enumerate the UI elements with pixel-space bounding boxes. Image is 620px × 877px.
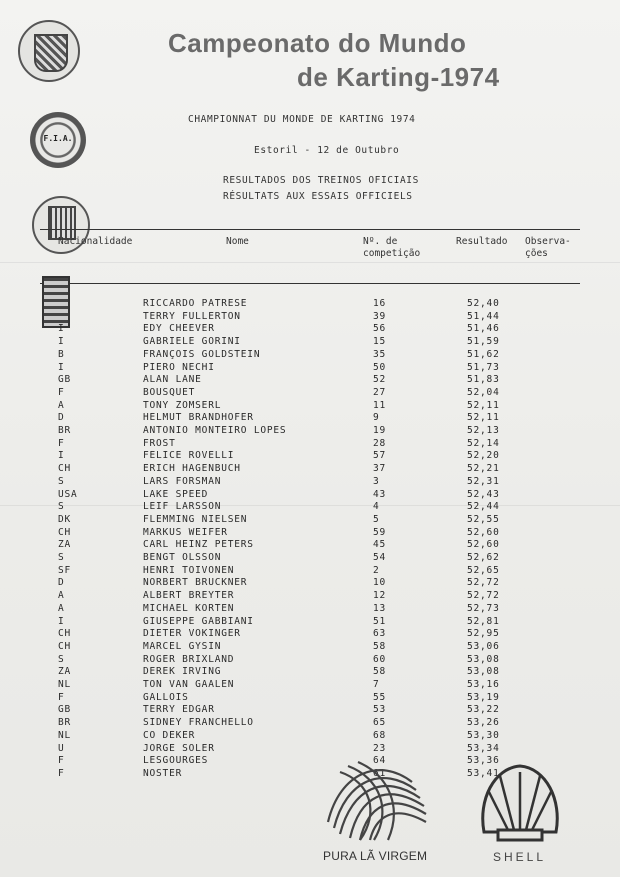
cell-number: 58 <box>373 640 387 652</box>
cell-nationality: A <box>58 590 65 602</box>
cell-nationality: DK <box>58 513 72 525</box>
cell-result: 52,14 <box>467 437 500 449</box>
cell-result: 51,83 <box>467 374 500 386</box>
cell-result: 52,81 <box>467 615 500 627</box>
col-number-l2: competição <box>363 248 421 259</box>
title-line-2: de Karting-1974 <box>297 62 500 92</box>
table-row <box>0 463 620 476</box>
cell-nationality: CH <box>58 640 72 652</box>
cell-number: 64 <box>373 755 387 767</box>
cell-result: 53,30 <box>467 729 500 741</box>
cell-nationality: GB <box>58 704 72 716</box>
cell-name: JORGE SOLER <box>143 742 215 754</box>
cell-name: FLEMMING NIELSEN <box>143 513 248 525</box>
cell-name: ERICH HAGENBUCH <box>143 463 241 475</box>
cell-nationality: I <box>58 450 65 462</box>
table-row <box>0 450 620 463</box>
cell-nationality: S <box>58 653 65 665</box>
cell-nationality: NL <box>58 729 72 741</box>
table-row <box>0 362 620 375</box>
cell-name: CARL HEINZ PETERS <box>143 539 254 551</box>
cell-name: TERRY EDGAR <box>143 704 215 716</box>
cell-name: TERRY FULLERTON <box>143 310 241 322</box>
cell-result: 52,40 <box>467 298 500 309</box>
cell-nationality: CH <box>58 628 72 640</box>
cell-nationality: CH <box>58 526 72 538</box>
cell-nationality: A <box>58 399 65 411</box>
cell-result: 52,43 <box>467 488 500 500</box>
cell-nationality: D <box>58 412 65 424</box>
cell-number: 12 <box>373 590 387 602</box>
cell-result: 52,65 <box>467 564 500 576</box>
table-row <box>0 565 620 578</box>
table-row <box>0 412 620 425</box>
table-row <box>0 438 620 451</box>
cell-nationality: I <box>58 615 65 627</box>
cell-name: LAKE SPEED <box>143 488 209 500</box>
cell-number: 35 <box>373 348 387 360</box>
cell-nationality: F <box>58 691 65 703</box>
table-row <box>0 336 620 349</box>
cell-result: 51,59 <box>467 336 500 348</box>
cell-name: GIUSEPPE GABBIANI <box>143 615 254 627</box>
cell-nationality: ZA <box>58 666 72 678</box>
title-line-1: Campeonato do Mundo <box>168 28 467 58</box>
cell-result: 52,31 <box>467 475 500 487</box>
cell-name: ROGER BRIXLAND <box>143 653 235 665</box>
table-row <box>0 539 620 552</box>
cell-result: 52,72 <box>467 577 500 589</box>
cell-number: 28 <box>373 437 387 449</box>
cell-nationality: CH <box>58 463 72 475</box>
cell-number: 51 <box>373 615 387 627</box>
table-row <box>0 717 620 730</box>
cell-name: ALBERT BREYTER <box>143 590 235 602</box>
cell-name: LARS FORSMAN <box>143 475 222 487</box>
cell-result: 52,62 <box>467 552 500 563</box>
table-top-rule <box>40 229 580 230</box>
cell-nationality: USA <box>58 488 78 500</box>
col-number-l1: Nº. de <box>363 236 398 247</box>
cell-result: 52,20 <box>467 450 500 462</box>
cell-number: 10 <box>373 577 387 589</box>
cell-result: 51,44 <box>467 310 500 322</box>
table-row <box>0 501 620 514</box>
cell-result: 53,08 <box>467 666 500 678</box>
document-title-pt: RESULTADOS DOS TREINOS OFICIAIS <box>223 175 419 186</box>
woolmark-logo-icon <box>320 752 432 844</box>
cell-number: 59 <box>373 526 387 538</box>
cell-number: 58 <box>373 666 387 678</box>
cell-number: 39 <box>373 310 387 322</box>
cell-nationality: I <box>58 361 65 373</box>
cell-nationality: S <box>58 501 65 513</box>
cell-result: 52,72 <box>467 590 500 602</box>
cell-name: TON VAN GAALEN <box>143 679 235 690</box>
shell-caption: SHELL <box>493 850 547 864</box>
table-row <box>0 514 620 527</box>
cell-result: 51,73 <box>467 361 500 373</box>
col-number <box>363 236 420 260</box>
cell-result: 51,62 <box>467 348 500 360</box>
table-row <box>0 374 620 387</box>
cell-name: CO DEKER <box>143 729 196 741</box>
cell-result: 52,55 <box>467 513 500 525</box>
col-obs-l2: ções <box>525 248 548 259</box>
cell-nationality: U <box>58 742 65 754</box>
cell-nationality: BR <box>58 717 72 729</box>
table-row <box>0 590 620 603</box>
cell-name: ALAN LANE <box>143 374 202 386</box>
table-row <box>0 577 620 590</box>
cell-result: 53,19 <box>467 691 500 703</box>
woolmark-caption: PURA LÃ VIRGEM <box>323 849 428 863</box>
cell-result: 53,36 <box>467 755 500 767</box>
cell-number: 60 <box>373 653 387 665</box>
cell-nationality: GB <box>58 374 72 386</box>
cell-name: FROST <box>143 437 176 449</box>
cell-nationality: F <box>58 437 65 449</box>
table-row <box>0 743 620 756</box>
cell-name: HELMUT BRANDHOFER <box>143 412 254 424</box>
cell-number: 13 <box>373 602 387 614</box>
document-title-fr: RÉSULTATS AUX ESSAIS OFFICIELS <box>223 191 413 202</box>
cell-number: 15 <box>373 336 387 348</box>
cell-result: 53,08 <box>467 653 500 665</box>
cell-name: ANTONIO MONTEIRO LOPES <box>143 425 287 436</box>
cell-nationality: SF <box>58 564 72 576</box>
cell-result: 52,04 <box>467 386 500 398</box>
subtitle-french: CHAMPIONNAT DU MONDE DE KARTING 1974 <box>188 114 416 125</box>
cell-result: 53,34 <box>467 742 500 754</box>
cell-name: BOUSQUET <box>143 386 196 398</box>
cell-result: 53,22 <box>467 704 500 716</box>
cell-number: 52 <box>373 374 387 386</box>
col-nationality: Nacionalidade <box>58 236 133 247</box>
col-result: Resultado <box>456 236 508 247</box>
cell-nationality: B <box>58 348 65 360</box>
cell-result: 52,44 <box>467 501 500 513</box>
cell-name: DIETER VOKINGER <box>143 628 241 640</box>
cell-result: 52,21 <box>467 463 500 475</box>
col-observations <box>525 236 571 260</box>
cell-nationality: F <box>58 386 65 398</box>
table-row <box>0 654 620 667</box>
cell-nationality: I <box>58 323 65 335</box>
cell-name: GALLOIS <box>143 691 189 703</box>
cell-number: 45 <box>373 539 387 551</box>
cell-number: 5 <box>373 513 380 525</box>
table-row <box>0 323 620 336</box>
table-row <box>0 552 620 565</box>
table-row <box>0 704 620 717</box>
col-obs-l1: Observa- <box>525 236 571 247</box>
cell-name: HENRI TOIVONEN <box>143 564 235 576</box>
cell-nationality: ZA <box>58 539 72 551</box>
cell-result: 51,46 <box>467 323 500 335</box>
table-row <box>0 298 620 311</box>
cell-result: 52,73 <box>467 602 500 614</box>
table-row <box>0 666 620 679</box>
table-row <box>0 387 620 400</box>
cell-number: 11 <box>373 399 387 411</box>
cell-result: 52,60 <box>467 526 500 538</box>
cell-name: NOSTER <box>143 767 183 779</box>
col-name: Nome <box>226 236 249 247</box>
cell-nationality: A <box>58 602 65 614</box>
table-row <box>0 641 620 654</box>
cell-number: 68 <box>373 729 387 741</box>
table-row <box>0 527 620 540</box>
cell-number: 4 <box>373 501 380 513</box>
place-date: Estoril - 12 de Outubro <box>254 145 400 156</box>
cell-nationality: D <box>58 577 65 589</box>
paper-fold <box>0 262 620 263</box>
cell-name: DEREK IRVING <box>143 666 222 678</box>
cell-name: RICCARDO PATRESE <box>143 298 248 309</box>
cell-name: MARKUS WEIFER <box>143 526 228 538</box>
cell-number: 53 <box>373 704 387 716</box>
cell-number: 56 <box>373 323 387 335</box>
cell-nationality: I <box>58 336 65 348</box>
cell-name: BENGT OLSSON <box>143 552 222 563</box>
table-row <box>0 692 620 705</box>
cell-name: GABRIELE GORINI <box>143 336 241 348</box>
fia-seal-icon <box>30 112 86 168</box>
cell-number: 3 <box>373 475 380 487</box>
cell-number: 23 <box>373 742 387 754</box>
cell-nationality: S <box>58 552 65 563</box>
cell-number: 63 <box>373 628 387 640</box>
cell-nationality: NL <box>58 679 72 690</box>
fia-seal-text: F.I.A. <box>43 134 73 143</box>
table-header-rule <box>40 283 580 284</box>
cell-name: PIERO NECHI <box>143 361 215 373</box>
cell-nationality: BR <box>58 425 72 436</box>
club-seal-icon <box>18 20 80 82</box>
cell-nationality: F <box>58 767 65 779</box>
table-row <box>0 476 620 489</box>
cell-number: 61 <box>373 767 387 779</box>
cell-number: 27 <box>373 386 387 398</box>
cell-number: 2 <box>373 564 380 576</box>
cell-name: EDY CHEEVER <box>143 323 215 335</box>
cell-result: 53,26 <box>467 717 500 729</box>
cell-number: 57 <box>373 450 387 462</box>
table-row <box>0 616 620 629</box>
cell-result: 52,13 <box>467 425 500 436</box>
cell-result: 52,95 <box>467 628 500 640</box>
table-row <box>0 425 620 438</box>
table-row <box>0 730 620 743</box>
cell-nationality: F <box>58 755 65 767</box>
cell-number: 16 <box>373 298 387 309</box>
cell-name: LEIF LARSSON <box>143 501 222 513</box>
cell-nationality: S <box>58 475 65 487</box>
cell-name: MICHAEL KORTEN <box>143 602 235 614</box>
cell-name: NORBERT BRUCKNER <box>143 577 248 589</box>
cell-name: FELICE ROVELLI <box>143 450 235 462</box>
cell-number: 55 <box>373 691 387 703</box>
cell-name: LESGOURGES <box>143 755 209 767</box>
cell-result: 53,16 <box>467 679 500 690</box>
cell-result: 52,60 <box>467 539 500 551</box>
cell-number: 9 <box>373 412 380 424</box>
table-row <box>0 349 620 362</box>
table-row <box>0 628 620 641</box>
cell-number: 43 <box>373 488 387 500</box>
cell-name: FRANÇOIS GOLDSTEIN <box>143 348 261 360</box>
cell-number: 65 <box>373 717 387 729</box>
cell-number: 7 <box>373 679 380 690</box>
cell-name: MARCEL GYSIN <box>143 640 222 652</box>
cell-name: TONY ZOMSERL <box>143 399 222 411</box>
shell-logo-icon <box>474 760 566 844</box>
table-row <box>0 311 620 324</box>
cell-number: 37 <box>373 463 387 475</box>
cell-name: SIDNEY FRANCHELLO <box>143 717 254 729</box>
cell-result: 53,41 <box>467 767 500 779</box>
cell-result: 53,06 <box>467 640 500 652</box>
table-row <box>0 603 620 616</box>
cell-number: 54 <box>373 552 387 563</box>
cell-number: 50 <box>373 361 387 373</box>
table-row <box>0 400 620 413</box>
cell-result: 52,11 <box>467 399 500 411</box>
table-row <box>0 679 620 692</box>
table-row <box>0 489 620 502</box>
cell-result: 52,11 <box>467 412 500 424</box>
cell-number: 19 <box>373 425 387 436</box>
